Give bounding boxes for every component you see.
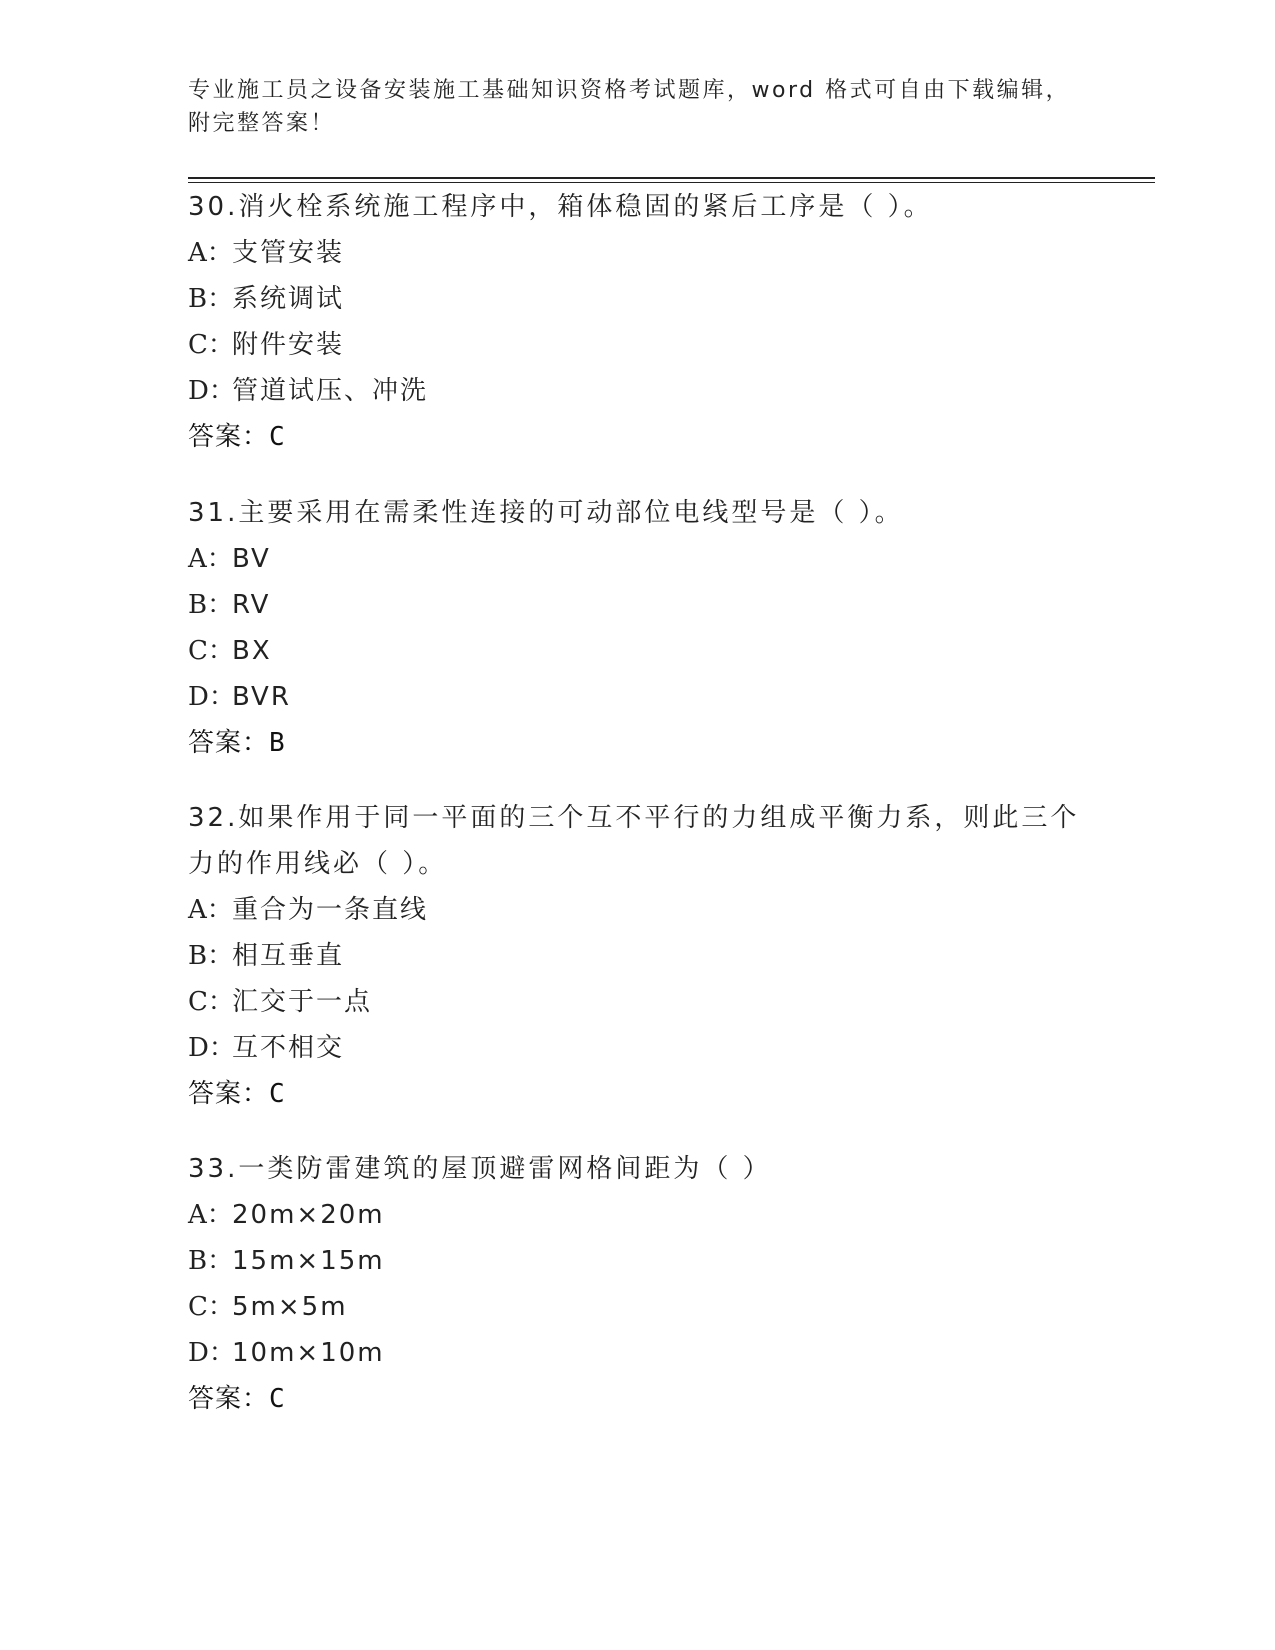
option-text: 15m×15m — [232, 1246, 385, 1276]
option-letter: C： — [188, 636, 234, 666]
option-letter: C： — [188, 330, 234, 360]
option-text: 支管安装 — [232, 238, 345, 268]
option-b — [188, 582, 1163, 628]
option-c — [188, 1284, 1163, 1330]
document-page — [188, 0, 1163, 1650]
option-text: 10m×10m — [232, 1338, 385, 1368]
option-b — [188, 933, 1163, 979]
option-text: BV — [232, 544, 271, 574]
option-a — [188, 230, 1163, 276]
option-text: 互不相交 — [232, 1033, 345, 1063]
answer-value: B — [269, 728, 285, 758]
answer — [188, 1376, 1163, 1422]
option-letter: A： — [188, 238, 233, 268]
option-text: 20m×20m — [232, 1200, 385, 1230]
option-text: 相互垂直 — [232, 941, 345, 971]
question-33 — [188, 1146, 1163, 1422]
answer-label: 答案： — [188, 422, 270, 452]
question-stem: 33.一类防雷建筑的屋顶避雷网格间距为（ ） — [188, 1154, 772, 1184]
option-letter: B： — [188, 284, 234, 314]
option-letter: A： — [188, 1200, 233, 1230]
option-letter: D： — [188, 682, 235, 712]
option-text: 系统调试 — [232, 284, 345, 314]
option-text: 管道试压、冲洗 — [232, 376, 429, 406]
document-header — [188, 74, 1088, 140]
option-letter: C： — [188, 1292, 234, 1322]
option-letter: B： — [188, 1246, 234, 1276]
question-32 — [188, 795, 1163, 1117]
answer-label: 答案： — [188, 728, 270, 758]
question-31 — [188, 490, 1163, 766]
option-text: 重合为一条直线 — [232, 895, 429, 925]
option-d — [188, 1025, 1163, 1071]
question-stem-line-2: 力的作用线必（ ）。 — [188, 849, 448, 879]
option-a — [188, 536, 1163, 582]
option-letter: C： — [188, 987, 234, 1017]
answer-value: C — [269, 1079, 285, 1109]
option-letter: D： — [188, 1033, 235, 1063]
question-30 — [188, 184, 1163, 460]
header-divider — [188, 177, 1155, 179]
option-letter: A： — [188, 895, 233, 925]
option-letter: B： — [188, 590, 234, 620]
option-a — [188, 1192, 1163, 1238]
header-line-2: 附完整答案！ — [188, 111, 336, 136]
option-text: BX — [232, 636, 272, 666]
option-text: RV — [232, 590, 271, 620]
answer-label: 答案： — [188, 1079, 270, 1109]
option-text: BVR — [232, 682, 291, 712]
answer-value: C — [269, 422, 285, 452]
option-b — [188, 1238, 1163, 1284]
option-text: 5m×5m — [232, 1292, 348, 1322]
option-c — [188, 628, 1163, 674]
question-stem: 30.消火栓系统施工程序中，箱体稳固的紧后工序是（ ）。 — [188, 192, 933, 222]
answer-label: 答案： — [188, 1384, 270, 1414]
question-stem: 31.主要采用在需柔性连接的可动部位电线型号是（ ）。 — [188, 498, 904, 528]
option-letter: A： — [188, 544, 233, 574]
answer — [188, 1071, 1163, 1117]
question-stem-line-1: 32.如果作用于同一平面的三个互不平行的力组成平衡力系，则此三个 — [188, 803, 1080, 833]
option-d — [188, 368, 1163, 414]
header-divider-secondary — [188, 182, 1155, 183]
option-c — [188, 979, 1163, 1025]
header-line-1: 专业施工员之设备安装施工基础知识资格考试题库，word 格式可自由下载编辑， — [188, 78, 1071, 103]
option-d — [188, 674, 1163, 720]
option-letter: B： — [188, 941, 234, 971]
option-text: 汇交于一点 — [232, 987, 373, 1017]
option-text: 附件安装 — [232, 330, 345, 360]
option-d — [188, 1330, 1163, 1376]
answer-value: C — [269, 1384, 285, 1414]
option-a — [188, 887, 1163, 933]
answer — [188, 720, 1163, 766]
option-b — [188, 276, 1163, 322]
answer — [188, 414, 1163, 460]
option-c — [188, 322, 1163, 368]
option-letter: D： — [188, 376, 235, 406]
option-letter: D： — [188, 1338, 235, 1368]
